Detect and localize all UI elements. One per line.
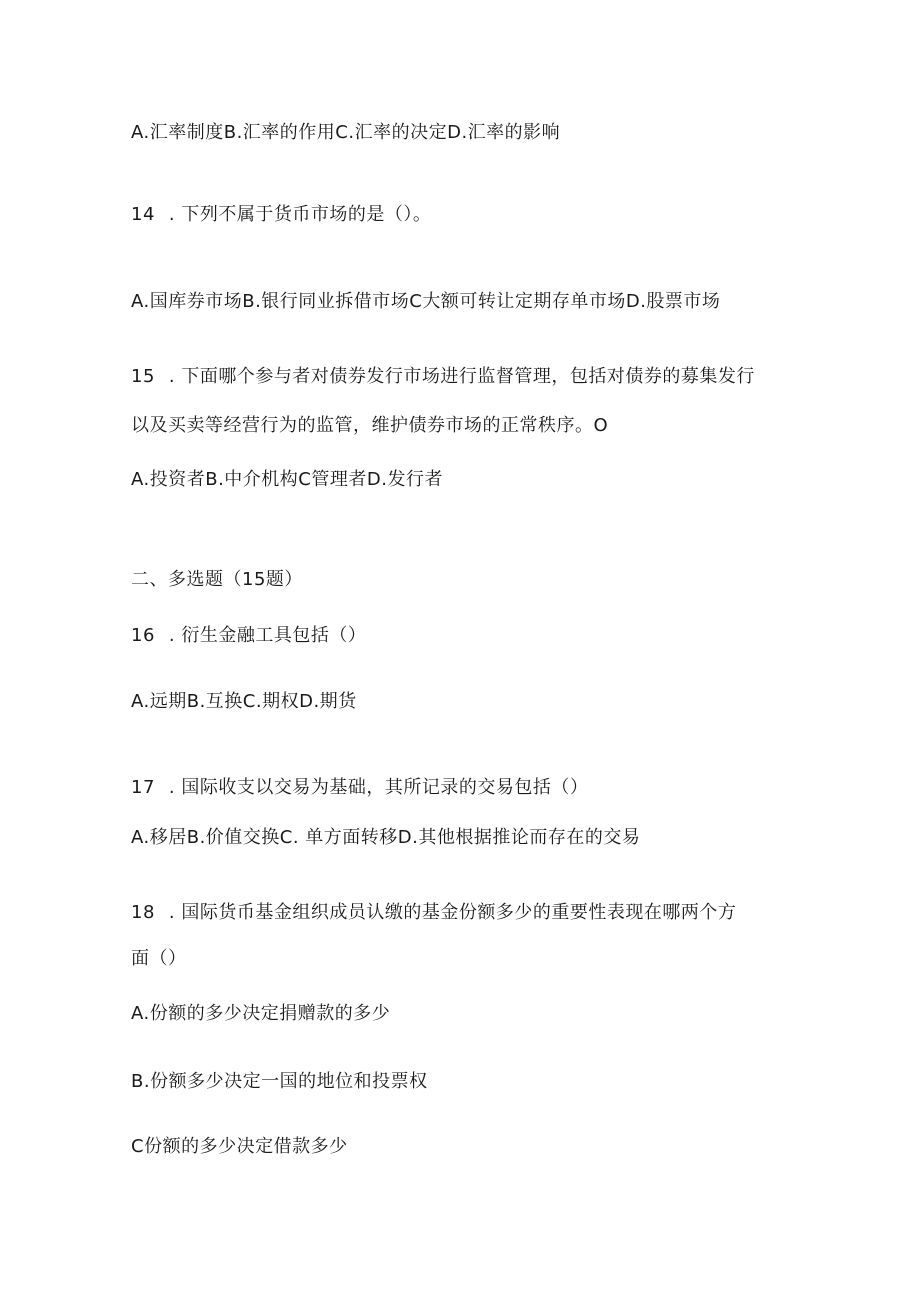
q18-stem-line-2: [131, 947, 187, 971]
question-number: 16: [131, 625, 155, 646]
q17-stem-text: . 国际收支以交易为基础，其所记录的交易包括（）: [168, 777, 589, 798]
question-number: 14: [131, 204, 155, 225]
question-number: 18: [131, 902, 155, 923]
q16-options: [131, 690, 357, 714]
q15-stem-line-2: [131, 414, 608, 438]
q17-options: [131, 826, 640, 850]
q18-option-b: [131, 1070, 428, 1094]
q16-stem-text: . 衍生金融工具包括（）: [168, 625, 367, 646]
q18-stem-text-2: 面（）: [131, 948, 187, 969]
q13-options: [131, 121, 560, 145]
q15-stem-line-1: [131, 365, 755, 389]
q14-stem-text: . 下列不属于货币市场的是（）。: [168, 204, 432, 225]
question-number: 15: [131, 366, 155, 387]
q18-option-c: [131, 1135, 348, 1159]
q14-options: [131, 290, 720, 314]
q18-stem-line-1: [131, 901, 736, 925]
q16-options-text: A.远期B.互换C.期权D.期货: [131, 691, 357, 712]
q15-stem-text-1: . 下面哪个参与者对债券发行市场进行监督管理，包括对债券的募集发行: [168, 366, 755, 387]
section-heading-text: 二、多选题（15题）: [131, 569, 303, 590]
q15-options-text: A.投资者B.中介机构C管理者D.发行者: [131, 469, 443, 490]
q18-stem-text-1: . 国际货币基金组织成员认缴的基金份额多少的重要性表现在哪两个方: [168, 902, 737, 923]
q18-option-c-text: C份额的多少决定借款多少: [131, 1136, 348, 1157]
q17-stem: [131, 776, 588, 800]
section-heading: [131, 568, 303, 592]
q18-option-a-text: A.份额的多少决定捐赠款的多少: [131, 1003, 391, 1024]
q15-options: [131, 468, 443, 492]
q18-option-b-text: B.份额多少决定一国的地位和投票权: [131, 1071, 428, 1092]
q15-stem-text-2: 以及买卖等经营行为的监管，维护债券市场的正常秩序。O: [131, 415, 609, 436]
q14-options-text: A.国库券市场B.银行同业拆借市场C大额可转让定期存单市场D.股票市场: [131, 291, 721, 312]
question-number: 17: [131, 777, 155, 798]
q16-stem: [131, 624, 366, 648]
q13-options-text: A.汇率制度B.汇率的作用C.汇率的决定D.汇率的影响: [131, 122, 561, 143]
q14-stem: [131, 203, 431, 227]
q17-options-text: A.移居B.价值交换C. 单方面转移D.其他根据推论而存在的交易: [131, 827, 641, 848]
q18-option-a: [131, 1002, 390, 1026]
